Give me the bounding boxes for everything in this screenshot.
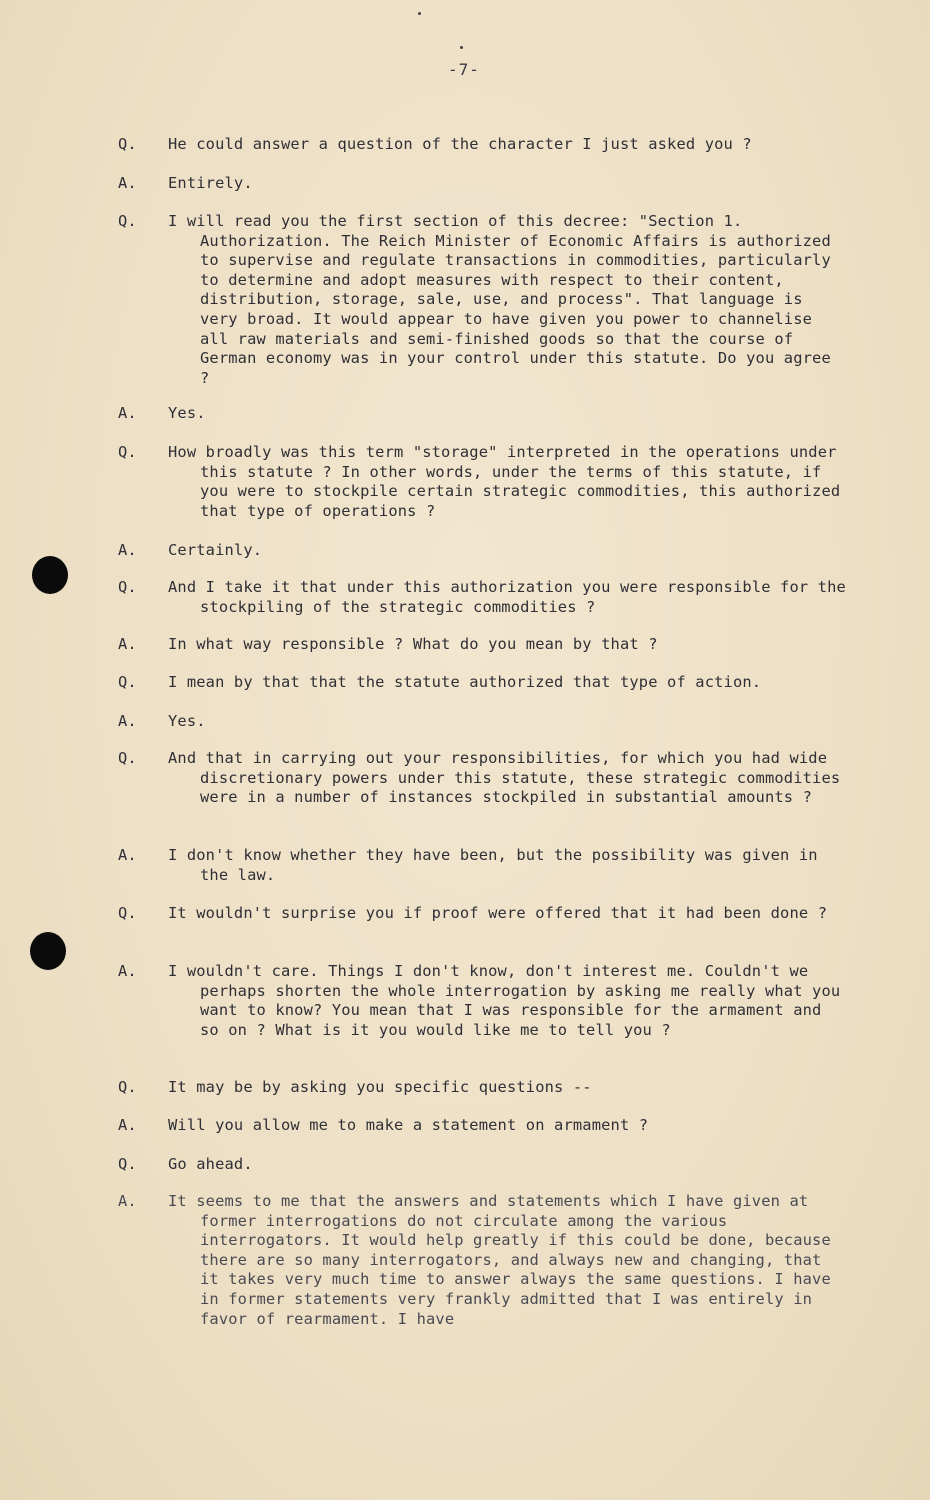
transcript-exchange	[118, 846, 848, 885]
speaker-label: A.	[118, 635, 137, 653]
speaker-label: A.	[118, 541, 137, 559]
exchange-text: He could answer a question of the character I just asked you ?	[168, 135, 752, 153]
exchange-text: How broadly was this term "storage" interpreted in the operations under this statute ? In other words, under the terms of this statute, if you were to stockpile certain strategic commodities, this authorized that type of operations ?	[168, 443, 841, 520]
speaker-label: Q.	[118, 135, 137, 153]
speaker-label: Q.	[118, 673, 137, 691]
exchange-text: And that in carrying out your responsibilities, for which you had wide discretionary powers under this statute, these strategic commodities were in a number of instances stockpiled in substantial amounts ?	[168, 749, 841, 807]
speaker-label: Q.	[118, 443, 137, 461]
speaker-label: Q.	[118, 212, 137, 230]
speaker-label: A.	[118, 962, 137, 980]
transcript-exchange	[118, 1192, 848, 1329]
exchange-text: I don't know whether they have been, but the possibility was given in the law.	[168, 846, 818, 884]
exchange-text: It may be by asking you specific questions --	[168, 1078, 592, 1096]
speaker-label: A.	[118, 712, 137, 730]
transcript-exchange	[118, 174, 848, 194]
speaker-label: A.	[118, 1192, 137, 1210]
speaker-label: Q.	[118, 578, 137, 596]
transcript-exchange	[118, 962, 848, 1040]
transcript-exchange	[118, 578, 848, 617]
speaker-label: A.	[118, 846, 137, 864]
transcript-exchange	[118, 541, 848, 561]
exchange-text: It wouldn't surprise you if proof were offered that it had been done ?	[168, 904, 828, 922]
transcript-exchange	[118, 904, 848, 924]
page-number: -7-	[448, 60, 480, 79]
exchange-text: Yes.	[168, 712, 206, 730]
punch-hole	[32, 556, 68, 594]
exchange-text: Entirely.	[168, 174, 253, 192]
transcript-exchange	[118, 1116, 848, 1136]
exchange-text: And I take it that under this authorization you were responsible for the stockpiling of the strategic commodities ?	[168, 578, 846, 616]
speaker-label: A.	[118, 1116, 137, 1134]
exchange-text: In what way responsible ? What do you mean by that ?	[168, 635, 658, 653]
exchange-text: I will read you the first section of this decree: "Section 1. Authorization. The Reich Minister of Economic Affairs is authorized to supervise and regulate transactions in commodities, particularly to determine and adopt measures with respect to their content, distribution, storage, sale, use, and process". That language is very broad. It would appear to have given you power to channelise all raw materials and semi-finished goods so that the course of German economy was in your control under this statute. Do you agree ?	[168, 212, 831, 387]
exchange-text: I mean by that that the statute authorized that type of action.	[168, 673, 762, 691]
transcript-exchange	[118, 1078, 848, 1098]
speck-mark	[418, 12, 421, 15]
speaker-label: A.	[118, 404, 137, 422]
exchange-text: Certainly.	[168, 541, 263, 559]
punch-hole	[30, 932, 66, 970]
transcript-exchange	[118, 1155, 848, 1175]
transcript-exchange	[118, 135, 848, 155]
transcript-exchange	[118, 212, 848, 388]
exchange-text: Go ahead.	[168, 1155, 253, 1173]
exchange-text: It seems to me that the answers and statements which I have given at former interrogations do not circulate among the various interrogators. It would help greatly if this could be done, because there are so many interrogators, and always new and changing, that it takes very much time to answer always the same questions. I have in former statements very frankly admitted that I was entirely in favor of rearmament. I have	[168, 1192, 831, 1328]
speaker-label: Q.	[118, 1078, 137, 1096]
transcript-exchange	[118, 673, 848, 693]
transcript-exchange	[118, 712, 848, 732]
speck-mark	[460, 46, 463, 49]
transcript-exchange	[118, 443, 848, 521]
speaker-label: Q.	[118, 904, 137, 922]
speaker-label: Q.	[118, 749, 137, 767]
speaker-label: A.	[118, 174, 137, 192]
transcript-exchange	[118, 404, 848, 424]
transcript-exchange	[118, 635, 848, 655]
speaker-label: Q.	[118, 1155, 137, 1173]
exchange-text: Yes.	[168, 404, 206, 422]
exchange-text: Will you allow me to make a statement on armament ?	[168, 1116, 649, 1134]
transcript-exchange	[118, 749, 848, 808]
exchange-text: I wouldn't care. Things I don't know, don't interest me. Couldn't we perhaps shorten the whole interrogation by asking me really what you want to know? You mean that I was responsible for the armament and so on ? What is it you would like me to tell you ?	[168, 962, 841, 1039]
